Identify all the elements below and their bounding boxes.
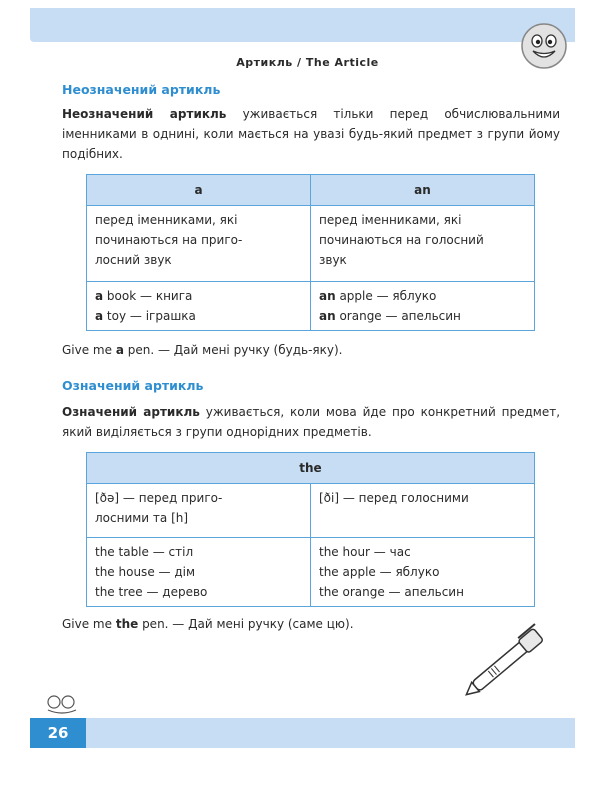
- page-title: Артикль / The Article: [236, 56, 379, 69]
- definite-text: уживається, коли мова йде про конкретний предмет, який виділяється з групи однорідних предметів.: [62, 405, 561, 439]
- examples-vowel: [311, 538, 535, 607]
- example-an-1: an apple — яблуко: [319, 289, 437, 303]
- page-number: 26: [30, 718, 86, 748]
- pen-icon: [455, 610, 565, 705]
- example-a-2: a toy — іграшка: [95, 309, 196, 323]
- rule-consonant: [ðə] — перед приго- лосними та [h]: [87, 484, 311, 538]
- example-an-2: an orange — апельсин: [319, 309, 461, 323]
- definite-term: Означений артикль: [62, 405, 200, 419]
- rule-a-line: перед іменниками, які: [95, 213, 238, 227]
- example-the-1: the table — стіл: [95, 545, 194, 559]
- decoration-icon: [42, 690, 82, 714]
- col-header-an: an: [311, 175, 535, 206]
- footer-band: [30, 718, 575, 748]
- rule-an-line: починаються на голосний: [319, 233, 484, 247]
- indefinite-term: Неозначений артикль: [62, 107, 227, 121]
- indefinite-example: Give me a pen. — Дай мені ручку (будь-яку).: [62, 343, 343, 357]
- rule-an-line: звук: [319, 253, 347, 267]
- definite-example: Give me the pen. — Дай мені ручку (саме цю).: [62, 617, 354, 631]
- definite-paragraph: [62, 402, 560, 442]
- rule-a-line: починаються на приго-: [95, 233, 243, 247]
- rule-a-line: лосний звук: [95, 253, 172, 267]
- indefinite-paragraph: [62, 104, 560, 164]
- example-the-4: the hour — час: [319, 545, 411, 559]
- indefinite-text: уживається тільки перед обчислювальними іменниками в однині, коли мається на увазі будь-який предмет з групи йому подібних.: [62, 107, 560, 161]
- col-header-a: a: [87, 175, 311, 206]
- definite-table: [86, 452, 535, 607]
- example-a-1: a book — книга: [95, 289, 193, 303]
- example-the-6: the orange — апельсин: [319, 585, 464, 599]
- rule-an-line: перед іменниками, які: [319, 213, 462, 227]
- rule-an: [311, 206, 535, 282]
- rule-vowel: [ði] — перед голосними: [311, 484, 535, 538]
- definite-heading: Означений артикль: [62, 378, 204, 393]
- example-the-2: the house — дім: [95, 565, 196, 579]
- rule-a: [87, 206, 311, 282]
- indefinite-table: [86, 174, 535, 331]
- example-the-5: the apple — яблуко: [319, 565, 440, 579]
- example-the-3: the tree — дерево: [95, 585, 208, 599]
- examples-an: [311, 282, 535, 331]
- col-header-the: the: [87, 453, 535, 484]
- indefinite-heading: Неозначений артикль: [62, 82, 221, 97]
- header-band: [30, 8, 575, 42]
- examples-a: [87, 282, 311, 331]
- examples-consonant: [87, 538, 311, 607]
